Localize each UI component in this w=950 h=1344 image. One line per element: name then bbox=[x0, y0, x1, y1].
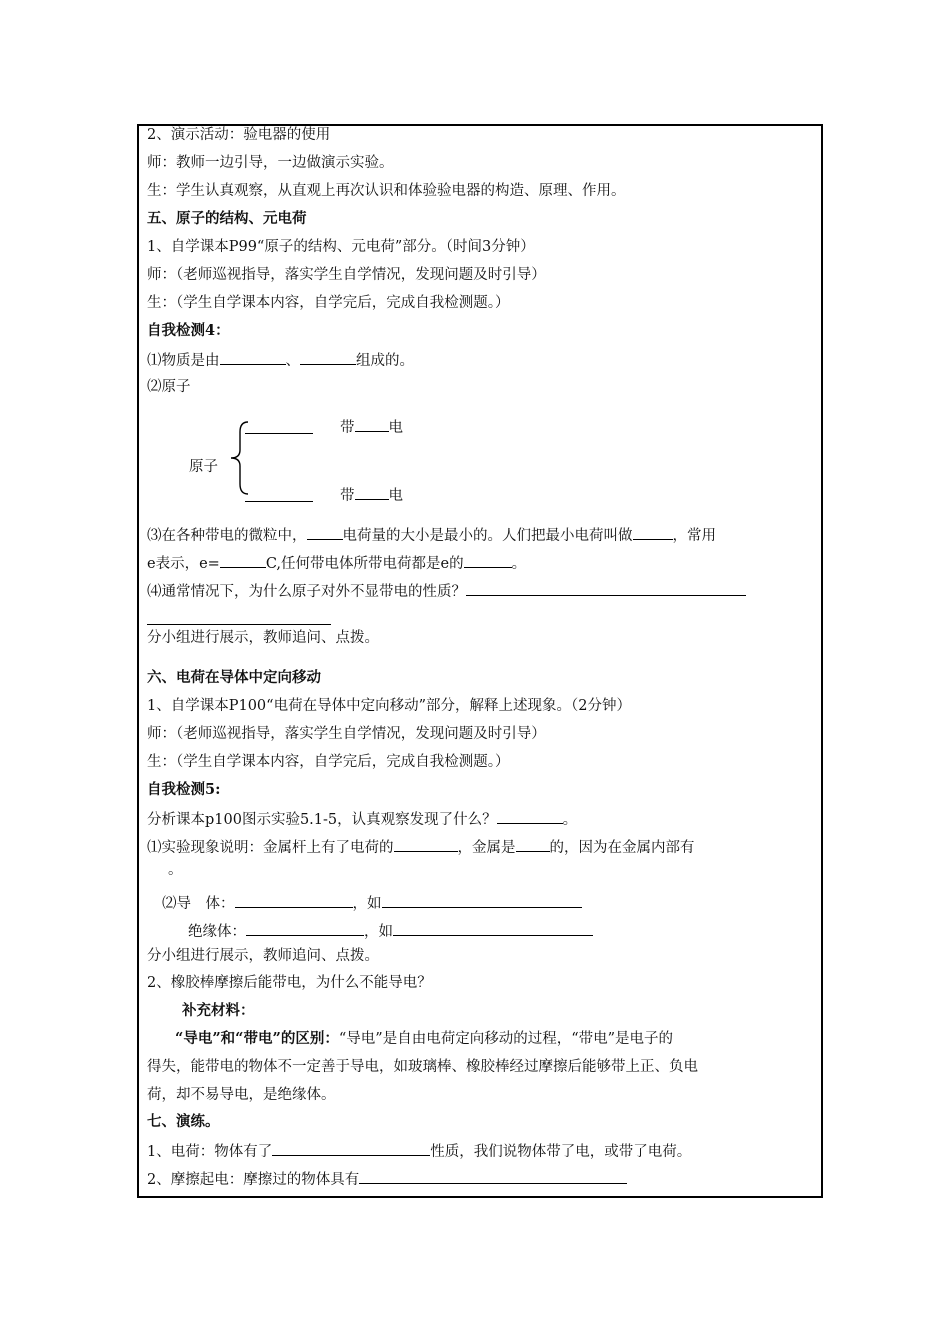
question-3-text-a: ⑶在各种带电的微粒中， bbox=[147, 528, 307, 544]
practice-1-text-a: 1、电荷：物体有了 bbox=[147, 1144, 273, 1160]
answer-blank[interactable] bbox=[272, 1140, 430, 1156]
atom-label: 原子 bbox=[189, 459, 218, 475]
conductor-line bbox=[162, 892, 582, 914]
answer-blank[interactable] bbox=[300, 349, 356, 365]
difference-line-1 bbox=[175, 1029, 673, 1049]
answer-blank[interactable] bbox=[516, 836, 550, 852]
atom-part-blank-bottom[interactable] bbox=[245, 501, 313, 502]
insulator-label: 绝缘体： bbox=[188, 924, 246, 940]
question-4 bbox=[147, 580, 746, 602]
practice-1-text-b: 性质，我们说物体带了电，或带了电荷。 bbox=[430, 1144, 692, 1160]
insulator-example-label: ，如 bbox=[364, 924, 393, 940]
question-3-line-2 bbox=[147, 552, 526, 574]
question-3-text-b: 电荷量的大小是最小的。人们把最小电荷叫做 bbox=[342, 528, 633, 544]
analysis-end: 。 bbox=[562, 812, 578, 828]
student-observe-line: 生：学生认真观察，从直观上再次认识和体验验电器的构造、原理、作用。 bbox=[147, 183, 626, 199]
answer-blank[interactable] bbox=[355, 484, 389, 500]
student-study-line: 生：（学生自学课本内容，自学完后，完成自我检测题。） bbox=[147, 295, 510, 311]
question-1-text-c: 组成的。 bbox=[356, 353, 414, 369]
question-1-text-b: 、 bbox=[285, 353, 300, 369]
experiment-text-a: ⑴实验现象说明：金属杆上有了电荷的 bbox=[147, 840, 394, 856]
answer-blank[interactable] bbox=[382, 892, 582, 908]
practice-line-1 bbox=[147, 1140, 691, 1162]
analysis-line bbox=[147, 808, 577, 830]
practice-line-2 bbox=[147, 1168, 627, 1190]
difference-line-2: 得失，能带电的物体不一定善于导电，如玻璃棒、橡胶棒经过摩擦后能够带上正、负电 bbox=[147, 1059, 698, 1075]
teacher-guide-line-2: 师：（老师巡视指导，落实学生自学情况，发现问题及时引导） bbox=[147, 726, 546, 742]
difference-text-1: “导电”是自由电荷定向移动的过程，“带电”是电子的 bbox=[338, 1031, 674, 1047]
answer-blank[interactable] bbox=[307, 524, 343, 540]
atom-charge-top bbox=[340, 416, 403, 438]
answer-blank[interactable] bbox=[359, 1168, 627, 1184]
experiment-text-b: ，金属是 bbox=[457, 840, 516, 856]
answer-blank-continued[interactable] bbox=[147, 624, 331, 625]
analysis-text: 分析课本p100图示实验5.1-5，认真观察发现了什么？ bbox=[147, 812, 497, 828]
practice-2-text: 2、摩擦起电：摩擦过的物体具有 bbox=[147, 1172, 360, 1188]
atom-part-blank-top[interactable] bbox=[245, 433, 313, 434]
self-study-p100-line: 1、自学课本P100“电荷在导体中定向移动”部分，解释上述现象。（2分钟） bbox=[147, 698, 631, 714]
question-3-text-c: ，常用 bbox=[672, 528, 716, 544]
supplement-heading: 补充材料： bbox=[182, 1002, 255, 1019]
rubber-rod-question: 2、橡胶棒摩擦后能带电，为什么不能导电？ bbox=[147, 975, 432, 991]
experiment-line-1-end: 。 bbox=[168, 862, 183, 878]
group-show-line-1: 分小组进行展示，教师追问、点拨。 bbox=[147, 630, 379, 646]
answer-blank[interactable] bbox=[466, 580, 746, 596]
question-3-text-e: C,任何带电体所带电荷都是e的 bbox=[265, 556, 464, 572]
difference-title: “导电”和“带电”的区别： bbox=[175, 1030, 339, 1047]
answer-blank[interactable] bbox=[633, 524, 673, 540]
question-1-text-a: ⑴物质是由 bbox=[147, 353, 220, 369]
experiment-line-1 bbox=[147, 836, 695, 858]
answer-blank[interactable] bbox=[394, 836, 458, 852]
answer-blank[interactable] bbox=[464, 552, 512, 568]
teacher-demo-line: 师：教师一边引导，一边做演示实验。 bbox=[147, 155, 394, 171]
question-2: ⑵原子 bbox=[147, 379, 191, 395]
experiment-text-c: 的，因为在金属内部有 bbox=[549, 840, 695, 856]
insulator-line bbox=[188, 920, 593, 942]
conductor-example-label: ，如 bbox=[352, 896, 382, 912]
difference-line-3: 荷，却不易导电，是绝缘体。 bbox=[147, 1087, 336, 1103]
section6-heading: 六、电荷在导体中定向移动 bbox=[147, 669, 321, 686]
answer-blank[interactable] bbox=[393, 920, 593, 936]
answer-blank[interactable] bbox=[220, 349, 286, 365]
answer-blank[interactable] bbox=[355, 416, 389, 432]
conductor-label: ⑵导 体： bbox=[162, 896, 235, 912]
section5-heading: 五、原子的结构、元电荷 bbox=[147, 210, 307, 227]
answer-blank[interactable] bbox=[246, 920, 364, 936]
question-1 bbox=[147, 349, 414, 371]
dai-text: 带 bbox=[340, 420, 355, 436]
question-3-line-1 bbox=[147, 524, 716, 546]
question-4-text: ⑷通常情况下，为什么原子对外不显带电的性质？ bbox=[147, 584, 466, 600]
self-test-5-heading: 自我检测5: bbox=[147, 781, 221, 798]
student-study-line-2: 生：（学生自学课本内容，自学完后，完成自我检测题。） bbox=[147, 754, 510, 770]
answer-blank[interactable] bbox=[497, 808, 563, 824]
atom-charge-bottom bbox=[340, 484, 403, 506]
dai-text: 带 bbox=[340, 488, 355, 504]
dian-text: 电 bbox=[388, 488, 403, 504]
group-show-line-2: 分小组进行展示，教师追问、点拨。 bbox=[147, 948, 379, 964]
teacher-guide-line: 师：（老师巡视指导，落实学生自学情况，发现问题及时引导） bbox=[147, 267, 546, 283]
self-test-4-heading: 自我检测4： bbox=[147, 322, 230, 339]
section7-heading: 七、演练。 bbox=[147, 1113, 220, 1130]
dian-text: 电 bbox=[388, 420, 403, 436]
question-3-text-d: e表示，e= bbox=[147, 556, 220, 572]
self-study-p99-line: 1、自学课本P99“原子的结构、元电荷”部分。（时间3分钟） bbox=[147, 239, 535, 255]
brace-icon bbox=[228, 420, 250, 496]
question-3-text-f: 。 bbox=[511, 556, 527, 572]
answer-blank[interactable] bbox=[220, 552, 266, 568]
answer-blank[interactable] bbox=[235, 892, 353, 908]
demo-activity-line: 2、演示活动：验电器的使用 bbox=[147, 127, 331, 143]
